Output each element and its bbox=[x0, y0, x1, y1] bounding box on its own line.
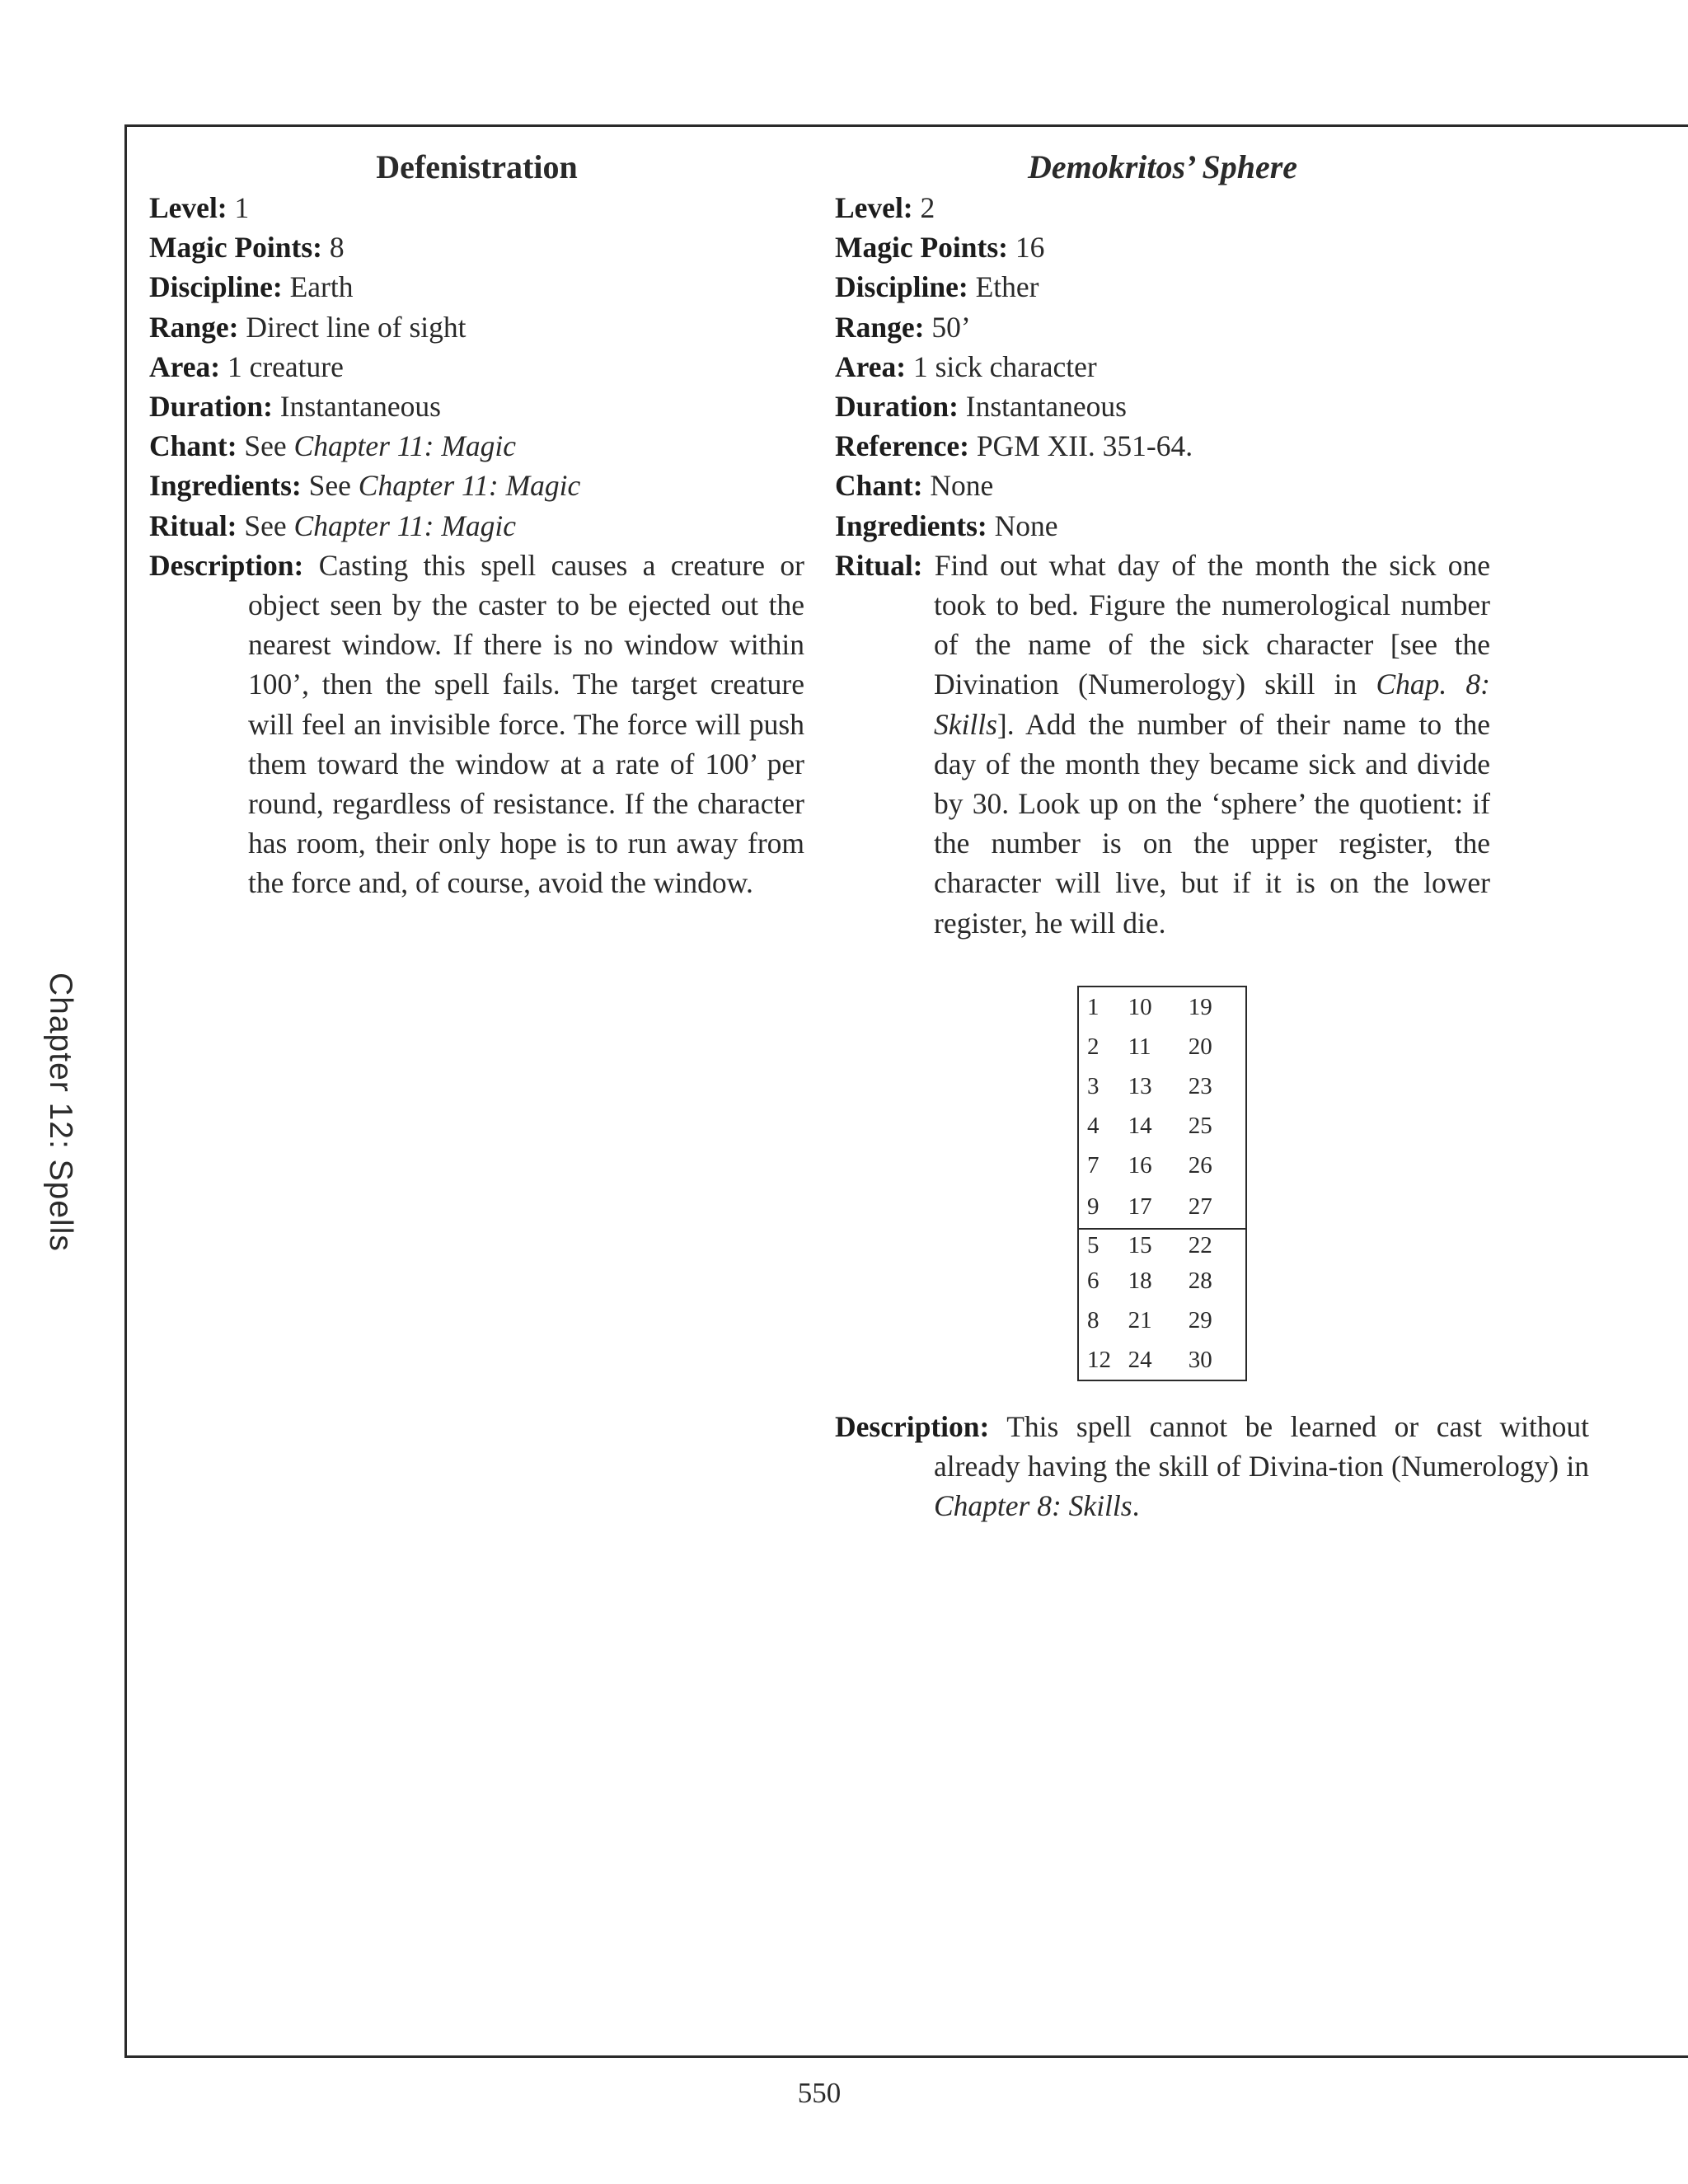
page-number: 550 bbox=[797, 2077, 842, 2109]
sphere-row-lower bbox=[1078, 1340, 1246, 1380]
left-duration: Duration: Instantaneous bbox=[149, 390, 441, 424]
right-discipline: Discipline: Ether bbox=[835, 270, 1039, 304]
chapter-side-label: Chapter 12: Spells bbox=[43, 972, 78, 1252]
sphere-cell: 30 bbox=[1188, 1347, 1212, 1373]
sphere-cell: 7 bbox=[1087, 1152, 1100, 1179]
sphere-cell: 6 bbox=[1087, 1268, 1100, 1294]
sphere-cell: 8 bbox=[1087, 1307, 1100, 1333]
sphere-cell: 28 bbox=[1188, 1268, 1212, 1294]
right-spell bbox=[835, 145, 1490, 943]
sphere-row-upper bbox=[1078, 987, 1246, 1027]
left-discipline: Discipline: Earth bbox=[149, 270, 354, 304]
right-duration: Duration: Instantaneous bbox=[835, 390, 1127, 424]
sphere-cell: 12 bbox=[1087, 1347, 1111, 1373]
sphere-row-upper bbox=[1078, 1027, 1246, 1066]
sphere-cell: 21 bbox=[1128, 1307, 1152, 1333]
right-level: Level: 2 bbox=[835, 191, 935, 224]
left-ritual: Ritual: See Chapter 11: Magic bbox=[149, 509, 517, 542]
sphere-cell: 23 bbox=[1188, 1073, 1212, 1099]
left-area: Area: 1 creature bbox=[149, 349, 344, 383]
sphere-cell: 18 bbox=[1128, 1268, 1152, 1294]
left-magic-points: Magic Points: 8 bbox=[149, 231, 345, 265]
sphere-cell: 25 bbox=[1188, 1113, 1212, 1139]
right-spell-title: Demokritos’ Sphere bbox=[1027, 148, 1298, 185]
sphere-row-upper bbox=[1078, 1106, 1246, 1146]
left-chant: Chant: See Chapter 11: Magic bbox=[149, 429, 517, 463]
sphere-row-lower bbox=[1078, 1261, 1246, 1301]
left-ingredients: Ingredients: See Chapter 11: Magic bbox=[149, 469, 581, 503]
sphere-cell: 22 bbox=[1189, 1229, 1246, 1261]
right-description: Description: This spell cannot be learned or cast without already having the skill of Divina-tion (Numerology) in Chapter 8: Skills. bbox=[835, 1410, 1589, 1523]
sphere-cell: 1 bbox=[1087, 994, 1100, 1020]
sphere-cell: 3 bbox=[1087, 1073, 1100, 1099]
sphere-row-lower bbox=[1078, 1301, 1246, 1340]
sphere-cell: 4 bbox=[1087, 1113, 1100, 1139]
sphere-cell: 15 bbox=[1128, 1229, 1189, 1261]
sphere-row-upper bbox=[1078, 1066, 1246, 1106]
sphere-cell: 14 bbox=[1128, 1113, 1152, 1139]
left-level: Level: 1 bbox=[149, 191, 250, 224]
sphere-cell: 5 bbox=[1078, 1229, 1128, 1261]
sphere-cell: 19 bbox=[1188, 994, 1212, 1020]
sphere-cell: 10 bbox=[1128, 994, 1152, 1020]
sphere-cell: 26 bbox=[1188, 1152, 1212, 1179]
sphere-table bbox=[1077, 986, 1247, 1381]
sphere-cell: 24 bbox=[1128, 1347, 1152, 1373]
sphere-cell: 2 bbox=[1087, 1033, 1100, 1060]
sphere-row-upper bbox=[1078, 1146, 1246, 1185]
left-description: Description: Casting this spell causes a creature or object seen by the caster to be ejected out the nearest window. If there is no window within 100’, then the spell fails. The target creature will feel an invisible force. The force will push them toward the window at a rate of 100’ per round, regardless of resistance. If the character has room, their only hope is to run away from the force and, of course, avoid the window. bbox=[149, 548, 804, 900]
left-spell-title: Defenistration bbox=[376, 148, 578, 185]
right-reference: Reference: PGM XII. 351-64. bbox=[835, 429, 1193, 463]
right-range: Range: 50’ bbox=[835, 310, 971, 344]
left-range: Range: Direct line of sight bbox=[149, 310, 467, 344]
right-ritual: Ritual: Find out what day of the month the sick one took to bed. Figure the numerological number of the name of the sick character [see the Divination (Numerology) skill in Chap. 8: Skills]. Add the number of their name to the day of the month they became sick and divide by 30. Look up on the ‘sphere’ the quotient: if the number is on the upper register, the character will live, but if it is on the lower register, he will die. bbox=[835, 548, 1490, 940]
sphere-cell: 16 bbox=[1128, 1152, 1152, 1179]
sphere-row-lower bbox=[1078, 1229, 1246, 1261]
sphere-cell: 20 bbox=[1188, 1033, 1212, 1060]
right-area: Area: 1 sick character bbox=[835, 349, 1097, 383]
sphere-cell: 9 bbox=[1087, 1193, 1100, 1220]
right-magic-points: Magic Points: 16 bbox=[835, 231, 1045, 265]
right-chant: Chant: None bbox=[835, 469, 994, 503]
sphere-cell: 17 bbox=[1128, 1193, 1152, 1220]
sphere-cell: 13 bbox=[1128, 1073, 1152, 1099]
sphere-cell: 27 bbox=[1188, 1193, 1212, 1220]
sphere-row-upper bbox=[1078, 1185, 1246, 1229]
sphere-cell: 11 bbox=[1128, 1033, 1151, 1060]
right-ingredients: Ingredients: None bbox=[835, 509, 1058, 542]
sphere-cell: 29 bbox=[1188, 1307, 1212, 1333]
left-spell bbox=[149, 145, 804, 903]
